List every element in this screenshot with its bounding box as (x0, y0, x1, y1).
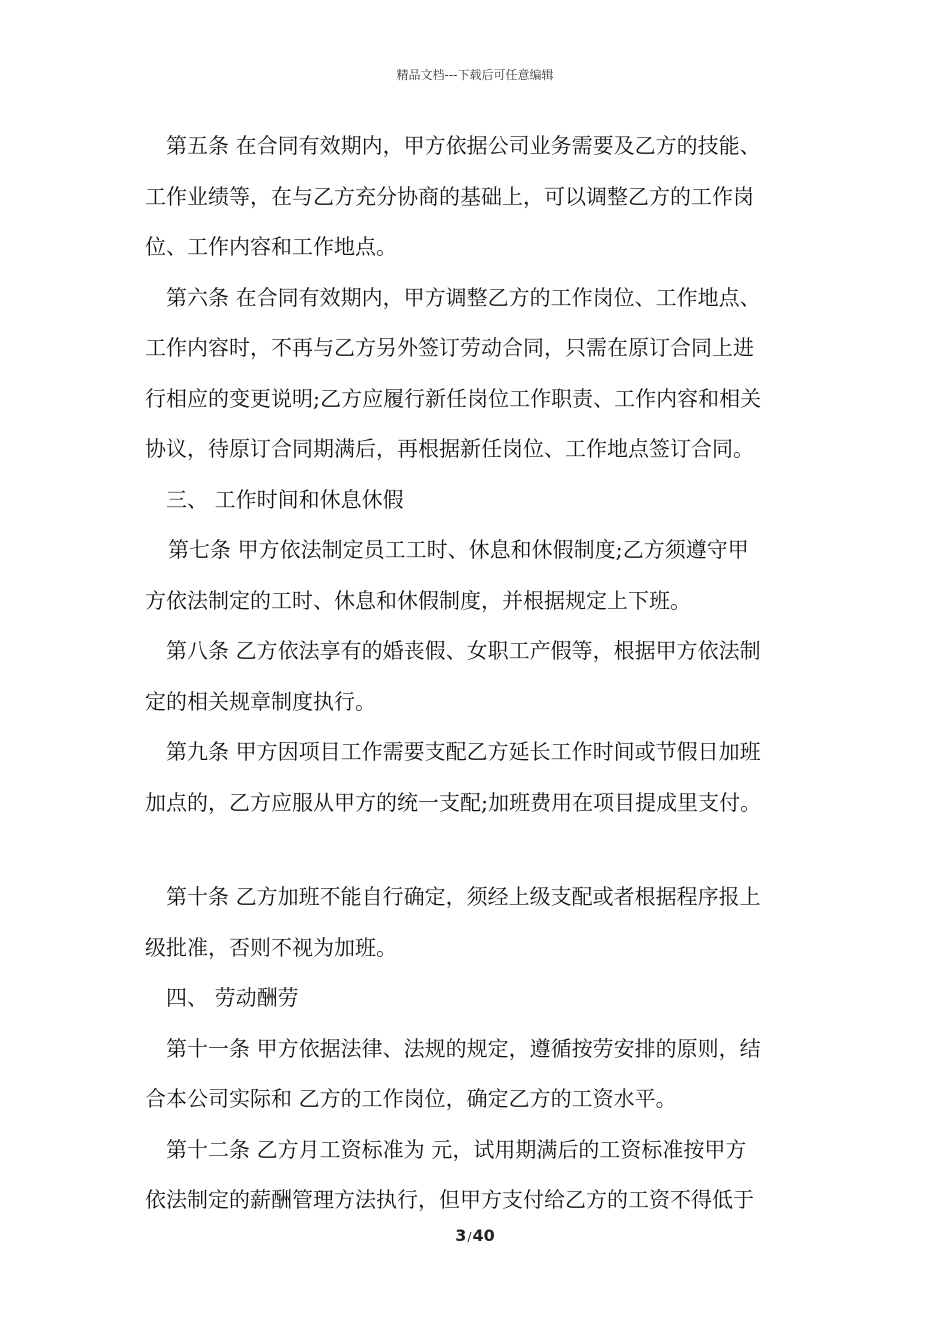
page-separator: / (467, 1230, 472, 1244)
article-11-line-1: 第十一条 甲方依据法律、法规的规定，遵循按劳安排的原则，结 (166, 1036, 761, 1061)
article-6-line-4: 协议，待原订合同期满后，再根据新任岗位、工作地点签订合同。 (145, 437, 754, 461)
section-4-heading: 四、 劳动酬劳 (166, 986, 299, 1010)
article-7-line-1: 第七条 甲方依法制定员工工时、休息和休假制度;乙方须遵守甲 (168, 538, 749, 562)
article-10-line-1: 第十条 乙方加班不能自行确定，须经上级支配或者根据程序报上 (166, 885, 761, 909)
article-5-line-1: 第五条 在合同有效期内，甲方依据公司业务需要及乙方的技能、 (166, 134, 761, 158)
page-number (0, 1226, 950, 1245)
total-pages: 40 (472, 1226, 495, 1245)
section-3-heading: 三、 工作时间和休息休假 (166, 487, 404, 512)
article-6-line-2: 工作内容时，不再与乙方另外签订劳动合同，只需在原订合同上进 (145, 336, 754, 360)
article-12-line-1: 第十二条 乙方月工资标准为 元，试用期满后的工资标准按甲方 (166, 1137, 747, 1162)
article-5-line-3: 位、工作内容和工作地点。 (145, 235, 397, 259)
current-page: 3 (455, 1226, 467, 1245)
article-9-line-1: 第九条 甲方因项目工作需要支配乙方延长工作时间或节假日加班 (166, 740, 761, 764)
paragraph-gap (145, 831, 810, 875)
article-8-line-2: 定的相关规章制度执行。 (145, 689, 376, 714)
article-6-line-1: 第六条 在合同有效期内，甲方调整乙方的工作岗位、工作地点、 (166, 285, 761, 310)
article-6-line-3: 行相应的变更说明;乙方应履行新任岗位工作职责、工作内容和相关 (145, 386, 762, 411)
article-7-line-2: 方依法制定的工时、休息和休假制度，并根据规定上下班。 (145, 588, 691, 613)
article-11-line-2: 合本公司实际和 乙方的工作岗位，确定乙方的工资水平。 (145, 1087, 677, 1111)
article-9-line-2: 加点的，乙方应服从甲方的统一支配;加班费用在项目提成里支付。 (145, 790, 762, 815)
article-12-line-2: 依法制定的薪酬管理方法执行，但甲方支付给乙方的工资不得低于 (145, 1188, 754, 1212)
article-5-line-2: 工作业绩等，在与乙方充分协商的基础上，可以调整乙方的工作岗 (145, 184, 754, 209)
article-10-line-2: 级批准，否则不视为加班。 (145, 935, 397, 960)
article-8-line-1: 第八条 乙方依法享有的婚丧假、女职工产假等，根据甲方依法制 (166, 639, 761, 663)
page-header: 精品文档---下载后可任意编辑 (396, 68, 554, 82)
document-body (145, 124, 810, 1229)
